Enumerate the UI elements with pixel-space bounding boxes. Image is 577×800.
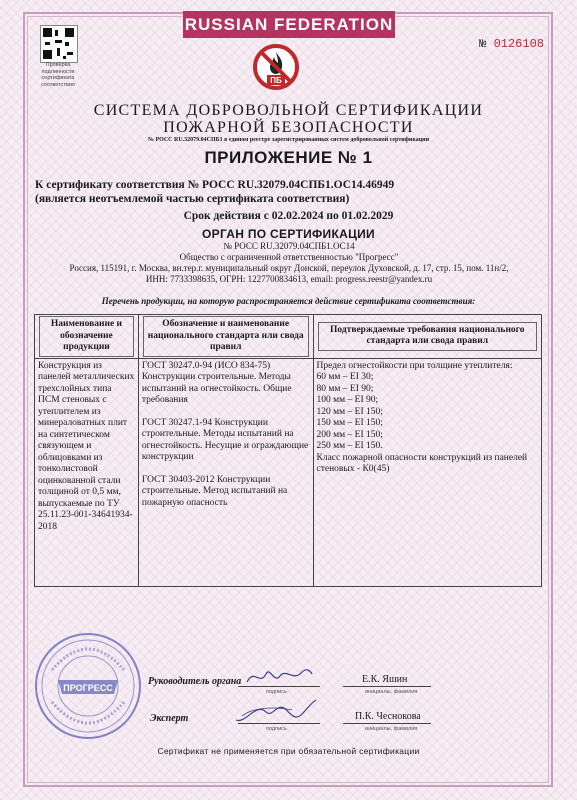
standard-item: ГОСТ 30403-2012 Конструкции строительные. Метод испытаний на пожарную опасность [141, 474, 288, 508]
standards-cell [138, 358, 313, 586]
requirement-line: 250 мм – EI 150. [316, 441, 383, 451]
requirement-line: 100 мм – EI 90; [316, 395, 379, 405]
requirements-cell [313, 358, 541, 586]
requirement-line: 120 мм – EI 150; [316, 406, 383, 417]
head-name: Е.К. Яшин [362, 674, 408, 685]
requirement-line: Класс пожарной опасности конструкций из панелей стеновых - К0(45) [316, 452, 528, 474]
logo-text: ПБ [270, 76, 282, 85]
requirement-line: 60 мм – EI 30; [316, 372, 374, 382]
expert-signature-icon [232, 694, 318, 728]
stamp-text: ПРОГРЕСС [63, 683, 113, 693]
table-header-cell [35, 315, 139, 359]
fire-safety-logo-icon [252, 43, 300, 91]
serial-number [479, 37, 544, 51]
system-title [40, 102, 537, 136]
qr-code-icon[interactable] [40, 25, 78, 63]
header-product: Наименование и обозначение продукции [39, 316, 134, 357]
organ-contacts: ИНН: 7733398635, ОГРН: 1227700834613, email: progress.reestr@yandex.ru [145, 274, 433, 284]
requirement-line: 200 мм – EI 150; [316, 429, 383, 440]
expert-name: П.К. Чеснокова [355, 711, 421, 722]
validity-period: Срок действия с 02.02.2024 по 01.02.2029 [183, 210, 394, 222]
footer-note: Сертификат не применяется при обязательной сертификации [157, 746, 420, 756]
table-header-cell [313, 315, 541, 359]
serial-value: 0126108 [493, 37, 544, 51]
expert-label: Эксперт [150, 713, 189, 724]
qr-caption: Проверка подлинности сертификата соответствия [41, 62, 75, 88]
organ-heading: ОРГАН ПО СЕРТИФИКАЦИИ [202, 227, 375, 241]
expert-name-line [343, 723, 431, 724]
registry-line: № РОСС RU.32079.04СПБ1 в едином реестре зарегистрированных систем добровольной сертификации [147, 137, 430, 143]
country-banner: RUSSIAN FEDERATION [183, 11, 395, 38]
requirement-line: Предел огнестойкости при толщине утеплителя: [316, 360, 513, 371]
head-name-caption: инициалы, фамилия [365, 689, 418, 695]
standard-item: ГОСТ 30247.0-94 (ИСО 834-75) Конструкции строительные. Методы испытаний на огнестойкость. Общие требования [141, 360, 292, 405]
table-header-row [35, 315, 542, 359]
head-name-line [343, 686, 431, 687]
appendix-heading: ПРИЛОЖЕНИЕ № 1 [204, 148, 373, 167]
products-intro: Перечень продукции, на которую распространяется действие сертификата соответствия: [101, 296, 476, 306]
organ-number: № РОСС RU.32079.04СПБ1.ОС14 [223, 241, 355, 251]
serial-prefix: № [479, 37, 487, 51]
system-title-line1: СИСТЕМА ДОБРОВОЛЬНОЙ СЕРТИФИКАЦИИ [93, 102, 484, 119]
table-row [35, 358, 542, 586]
system-title-line2: ПОЖАРНОЙ БЕЗОПАСНОСТИ [163, 119, 414, 136]
product-cell: Конструкция из панелей металлических трехслойных типа ПСМ стеновых с утеплителем из минераловатных плит на синтетическом связующем и облицовками из тонколистовой оцинкованной стали толщиной от 0,5 мм, выпускаемые по ТУ 25.11.23-001-34641934-2018 [35, 358, 139, 586]
header-standard: Обозначение и наименование национального стандарта или свода правил [143, 316, 309, 357]
head-label: Руководитель органа [148, 676, 242, 687]
requirement-line: 150 мм – EI 150; [316, 418, 383, 428]
head-sign-caption: подпись [266, 689, 287, 695]
standard-item: ГОСТ 30247.1-94 Конструкции строительные. Методы испытаний на огнестойкость. Несущие и ограждающие конструкции [141, 417, 309, 462]
products-table [34, 314, 542, 587]
organization-stamp-icon [32, 630, 144, 742]
header-requirements: Подтверждаемые требования национального стандарта или свода правил [318, 322, 537, 351]
certificate-reference-line2: (является неотъемлемой частью сертификата соответствия) [35, 193, 350, 205]
certificate-reference-line1: К сертификату соответствия № РОСС RU.32079.04СПБ1.ОС14.46949 [35, 179, 395, 191]
organ-details [36, 241, 542, 285]
expert-name-caption: инициалы, фамилия [365, 726, 418, 732]
organ-address: Россия, 115191, г. Москва, вн.тер.г. муниципальный округ Донской, переулок Духовской, д. 17, стр. 15, пом. 11н/2, [69, 263, 509, 273]
table-header-cell [138, 315, 313, 359]
expert-sign-caption: подпись [266, 726, 287, 732]
organ-company: Общество с ограниченной ответственностью "Прогресс" [179, 252, 399, 262]
requirement-line: 80 мм – EI 90; [316, 383, 374, 394]
head-signature-icon [244, 662, 314, 690]
certificate-reference [35, 178, 535, 206]
